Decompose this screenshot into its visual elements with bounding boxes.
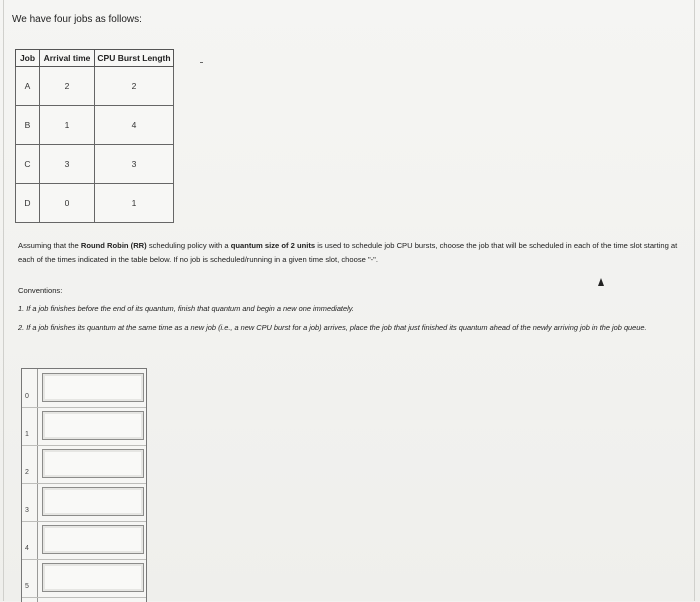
mouse-cursor-icon — [598, 278, 604, 286]
job-cell: B — [16, 106, 40, 145]
time-slot-row — [22, 445, 146, 484]
table-row — [16, 67, 174, 106]
time-slot-5-select[interactable] — [42, 563, 144, 592]
question-bold-quantum: quantum size of 2 units — [230, 241, 316, 250]
intro-text: We have four jobs as follows: — [12, 14, 142, 25]
header-cpu-burst-length: CPU Burst Length — [95, 50, 174, 67]
time-slot-2-select[interactable] — [42, 449, 144, 478]
question-part-3: is used to schedule job CPU bursts, choose the job that will be scheduled in each of the time slot starting at each of the times indicated in the table below. If no job is scheduled/running in a given time slot, choose "-". — [18, 241, 678, 264]
burst-cell: 3 — [95, 145, 174, 184]
time-slot-label: 2 — [25, 469, 29, 476]
time-slot-row — [22, 483, 146, 522]
time-slot-table — [21, 368, 147, 602]
convention-2: 2. If a job finishes its quantum at the same time as a new job (i.e., a new CPU burst for a job) arrives, place the job that just finished its quantum ahead of the newly arriving job in the job queue. — [18, 323, 647, 332]
jobs-table — [15, 49, 174, 223]
time-slot-label: 4 — [25, 545, 29, 552]
question-part-2: scheduling policy with a — [146, 241, 231, 250]
question-bold-policy: Round Robin (RR) — [80, 241, 147, 250]
time-slot-row — [22, 559, 146, 598]
time-slot-4-select[interactable] — [42, 525, 144, 554]
table-row — [16, 145, 174, 184]
arrival-cell: 1 — [40, 106, 95, 145]
time-slot-row — [22, 369, 146, 408]
time-slot-label: 3 — [25, 507, 29, 514]
convention-1: 1. If a job finishes before the end of its quantum, finish that quantum and begin a new one immediately. — [18, 304, 354, 313]
time-slot-row — [22, 521, 146, 560]
header-arrival-time: Arrival time — [40, 50, 95, 67]
burst-cell: 2 — [95, 67, 174, 106]
header-job: Job — [16, 50, 40, 67]
time-slot-label: 0 — [25, 393, 29, 400]
time-slot-label: 1 — [25, 431, 29, 438]
time-slot-1-select[interactable] — [42, 411, 144, 440]
arrival-cell: 2 — [40, 67, 95, 106]
table-row — [16, 106, 174, 145]
table-row — [16, 184, 174, 223]
table-header-row — [16, 50, 174, 67]
arrival-cell: 3 — [40, 145, 95, 184]
stray-mark — [200, 62, 203, 63]
job-cell: D — [16, 184, 40, 223]
time-slot-row — [22, 407, 146, 446]
job-cell: A — [16, 67, 40, 106]
job-cell: C — [16, 145, 40, 184]
burst-cell: 4 — [95, 106, 174, 145]
burst-cell: 1 — [95, 184, 174, 223]
conventions-title: Conventions: — [18, 286, 63, 295]
time-slot-0-select[interactable] — [42, 373, 144, 402]
time-slot-3-select[interactable] — [42, 487, 144, 516]
question-part-1: Assuming that the — [18, 241, 81, 250]
arrival-cell: 0 — [40, 184, 95, 223]
time-slot-label: 5 — [25, 583, 29, 590]
question-text — [18, 239, 678, 267]
